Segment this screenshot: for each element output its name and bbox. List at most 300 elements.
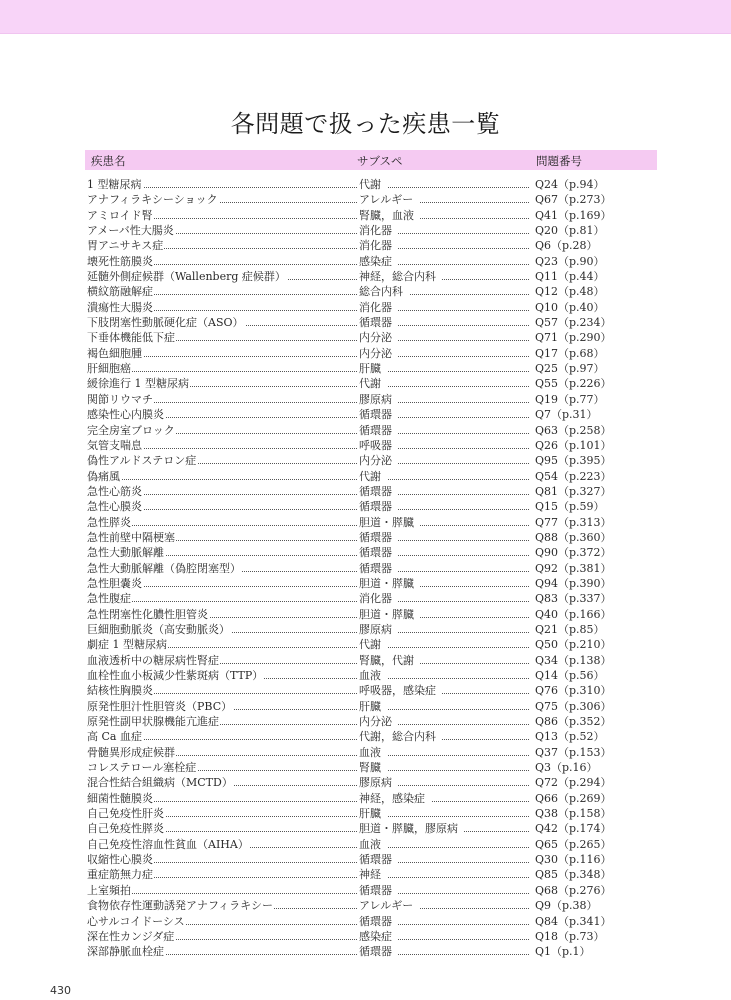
subspecialty: 内分泌 (359, 347, 398, 360)
subspecialty: 循環器 (359, 945, 398, 958)
question-reference: Q65（p.265） (535, 837, 612, 851)
subspecialty-cell (359, 238, 531, 253)
subspecialty: 感染症 (359, 255, 398, 268)
subspecialty: 血液 (359, 669, 387, 682)
subspecialty-cell (359, 515, 531, 530)
subspecialty-cell (359, 914, 531, 929)
table-row (87, 760, 647, 775)
disease-name-cell (87, 898, 359, 913)
table-row (87, 591, 647, 606)
subspecialty-cell (359, 729, 531, 744)
subspecialty-cell (359, 852, 531, 867)
subspecialty-cell (359, 867, 531, 882)
question-reference: Q37（p.153） (535, 745, 612, 759)
disease-name: コレステロール塞栓症 (87, 761, 197, 775)
table-row (87, 914, 647, 929)
disease-name-cell (87, 499, 359, 514)
disease-name-cell (87, 315, 359, 330)
disease-name-cell (87, 714, 359, 729)
subspecialty-cell (359, 453, 531, 468)
disease-name-cell (87, 668, 359, 683)
disease-name: 自己免疫性溶血性貧血（AIHA） (87, 837, 249, 851)
subspecialty-cell (359, 376, 531, 391)
disease-name: 感染性心内膜炎 (87, 408, 164, 422)
disease-name-cell (87, 361, 359, 376)
subspecialty: 血液 (359, 838, 387, 851)
subspecialty: 循環器 (359, 562, 398, 575)
subspecialty-cell (359, 330, 531, 345)
table-row (87, 637, 647, 652)
subspecialty: 腎臓 (359, 761, 387, 774)
table-row (87, 499, 647, 514)
subspecialty-cell (359, 821, 531, 836)
subspecialty-cell (359, 208, 531, 223)
subspecialty: 胆道・膵臓，膠原病 (359, 822, 464, 835)
disease-name: 食物依存性運動誘発アナフィラキシー (87, 899, 274, 913)
table-row (87, 269, 647, 284)
question-reference: Q77（p.313） (535, 515, 612, 529)
disease-name-cell (87, 806, 359, 821)
subspecialty-cell (359, 561, 531, 576)
question-reference: Q21（p.85） (535, 622, 605, 636)
question-reference: Q34（p.138） (535, 653, 612, 667)
question-reference: Q7（p.31） (535, 408, 598, 422)
disease-name-cell (87, 683, 359, 698)
table-row (87, 423, 647, 438)
question-reference: Q26（p.101） (535, 438, 612, 452)
subspecialty-cell (359, 622, 531, 637)
subspecialty: 総合内科 (359, 285, 409, 298)
table-row (87, 837, 647, 852)
page-number: 430 (50, 984, 71, 997)
disease-name-cell (87, 469, 359, 484)
table-row (87, 745, 647, 760)
disease-name-cell (87, 914, 359, 929)
subspecialty-cell (359, 745, 531, 760)
disease-name-cell (87, 883, 359, 898)
disease-name-cell (87, 330, 359, 345)
question-reference: Q11（p.44） (535, 270, 605, 284)
disease-name-cell (87, 346, 359, 361)
table-row (87, 361, 647, 376)
subspecialty: 感染症 (359, 930, 398, 943)
subspecialty-cell (359, 499, 531, 514)
subspecialty: アレルギー (359, 899, 419, 912)
question-reference: Q94（p.390） (535, 576, 612, 590)
disease-list (87, 177, 647, 960)
subspecialty: 循環器 (359, 884, 398, 897)
question-reference: Q57（p.234） (535, 316, 612, 330)
question-reference: Q76（p.310） (535, 684, 612, 698)
table-row (87, 561, 647, 576)
subspecialty-cell (359, 791, 531, 806)
subspecialty-cell (359, 315, 531, 330)
disease-name-cell (87, 591, 359, 606)
question-reference: Q63（p.258） (535, 423, 612, 437)
subspecialty: 膠原病 (359, 776, 398, 789)
disease-name-cell (87, 745, 359, 760)
column-header-subspecialty: サブスペ (357, 154, 403, 168)
subspecialty-cell (359, 576, 531, 591)
subspecialty: 内分泌 (359, 331, 398, 344)
disease-name-cell (87, 438, 359, 453)
subspecialty: 循環器 (359, 485, 398, 498)
subspecialty-cell (359, 392, 531, 407)
disease-name: 気管支喘息 (87, 438, 142, 452)
subspecialty-cell (359, 469, 531, 484)
disease-name: 急性心膜炎 (87, 500, 142, 514)
table-row (87, 484, 647, 499)
disease-name: 1 型糖尿病 (87, 178, 142, 191)
subspecialty-cell (359, 223, 531, 238)
subspecialty: 循環器 (359, 424, 398, 437)
subspecialty-cell (359, 944, 531, 959)
disease-name: 劇症 1 型糖尿病 (87, 638, 167, 652)
table-row (87, 944, 647, 959)
subspecialty-cell (359, 346, 531, 361)
disease-name: 褐色細胞腫 (87, 346, 142, 360)
disease-name: 急性胆嚢炎 (87, 576, 142, 590)
table-row (87, 545, 647, 560)
question-reference: Q15（p.59） (535, 500, 605, 514)
disease-name: 延髄外側症候群（Wallenberg 症候群） (87, 270, 286, 284)
disease-name-cell (87, 423, 359, 438)
disease-name: 急性心筋炎 (87, 484, 142, 498)
subspecialty: 肝臓 (359, 362, 387, 375)
table-row (87, 515, 647, 530)
disease-name-cell (87, 407, 359, 422)
subspecialty-cell (359, 361, 531, 376)
table-row (87, 775, 647, 790)
question-reference: Q14（p.56） (535, 669, 605, 682)
table-row (87, 315, 647, 330)
table-row (87, 729, 647, 744)
question-reference: Q25（p.97） (535, 362, 605, 376)
table-row (87, 699, 647, 714)
subspecialty: 代謝 (359, 638, 387, 651)
question-reference: Q66（p.269） (535, 791, 612, 805)
disease-name-cell (87, 254, 359, 269)
question-reference: Q30（p.116） (535, 853, 612, 867)
disease-name: 急性閉塞性化膿性胆管炎 (87, 607, 208, 621)
table-row (87, 683, 647, 698)
disease-name: 骨髄異形成症候群 (87, 745, 175, 759)
table-row (87, 791, 647, 806)
subspecialty: 膠原病 (359, 393, 398, 406)
subspecialty: 代謝 (359, 470, 387, 483)
disease-name-cell (87, 238, 359, 253)
table-row (87, 453, 647, 468)
subspecialty-cell (359, 300, 531, 315)
disease-name-cell (87, 821, 359, 836)
table-row (87, 714, 647, 729)
disease-name: 急性大動脈解離（偽腔閉塞型） (87, 561, 241, 575)
question-reference: Q40（p.166） (535, 607, 612, 621)
subspecialty: 血液 (359, 746, 387, 759)
disease-name-cell (87, 545, 359, 560)
column-header-disease-name: 疾患名 (91, 154, 126, 168)
disease-name: 下垂体機能低下症 (87, 331, 175, 345)
question-reference: Q42（p.174） (535, 822, 612, 836)
question-reference: Q19（p.77） (535, 392, 605, 406)
subspecialty: 神経，総合内科 (359, 270, 442, 283)
subspecialty: 胆道・膵臓 (359, 608, 420, 621)
subspecialty-cell (359, 806, 531, 821)
table-row (87, 852, 647, 867)
question-reference: Q18（p.73） (535, 929, 605, 943)
table-row (87, 376, 647, 391)
disease-name: 細菌性髄膜炎 (87, 791, 153, 805)
subspecialty: 腎臓，血液 (359, 209, 420, 222)
table-row (87, 177, 647, 192)
disease-name: 横紋筋融解症 (87, 285, 153, 299)
table-row (87, 576, 647, 591)
disease-name: アミロイド腎 (87, 208, 153, 222)
subspecialty: 内分泌 (359, 454, 398, 467)
question-reference: Q41（p.169） (535, 208, 612, 222)
table-row (87, 407, 647, 422)
disease-name: 原発性胆汁性胆管炎（PBC） (87, 699, 233, 713)
disease-name-cell (87, 607, 359, 622)
disease-name-cell (87, 576, 359, 591)
subspecialty-cell (359, 637, 531, 652)
subspecialty: 腎臓，代謝 (359, 654, 420, 667)
disease-name-cell (87, 192, 359, 207)
subspecialty: 循環器 (359, 853, 398, 866)
table-row (87, 898, 647, 913)
disease-name-cell (87, 530, 359, 545)
column-header-question-number: 問題番号 (536, 154, 582, 168)
subspecialty: 内分泌 (359, 715, 398, 728)
table-row (87, 438, 647, 453)
question-reference: Q75（p.306） (535, 699, 612, 713)
question-reference: Q17（p.68） (535, 346, 605, 360)
subspecialty-cell (359, 699, 531, 714)
question-reference: Q81（p.327） (535, 484, 612, 498)
question-reference: Q85（p.348） (535, 868, 612, 882)
question-reference: Q83（p.337） (535, 592, 612, 606)
disease-name-cell (87, 376, 359, 391)
subspecialty-cell (359, 607, 531, 622)
disease-name: 緩徐進行 1 型糖尿病 (87, 377, 189, 391)
table-row (87, 821, 647, 836)
disease-name: 下肢閉塞性動脈硬化症（ASO） (87, 316, 244, 330)
subspecialty: 胆道・膵臓 (359, 577, 420, 590)
subspecialty-cell (359, 438, 531, 453)
subspecialty-cell (359, 545, 531, 560)
subspecialty-cell (359, 929, 531, 944)
table-row (87, 469, 647, 484)
subspecialty: 消化器 (359, 301, 398, 314)
table-row (87, 883, 647, 898)
disease-name: 血液透析中の糖尿病性腎症 (87, 653, 219, 667)
subspecialty: 神経，感染症 (359, 792, 431, 805)
question-reference: Q84（p.341） (535, 914, 612, 928)
disease-name-cell (87, 269, 359, 284)
table-row (87, 284, 647, 299)
disease-name-cell (87, 653, 359, 668)
table-row (87, 300, 647, 315)
subspecialty-cell (359, 683, 531, 698)
subspecialty-cell (359, 714, 531, 729)
subspecialty: 循環器 (359, 500, 398, 513)
question-reference: Q24（p.94） (535, 178, 605, 191)
subspecialty: 神経 (359, 868, 387, 881)
disease-name-cell (87, 208, 359, 223)
disease-name: 重症筋無力症 (87, 868, 153, 882)
table-row (87, 867, 647, 882)
disease-name-cell (87, 622, 359, 637)
subspecialty-cell (359, 775, 531, 790)
subspecialty-cell (359, 760, 531, 775)
subspecialty-cell (359, 883, 531, 898)
disease-name: 巨細胞動脈炎（高安動脈炎） (87, 622, 230, 636)
disease-name-cell (87, 177, 359, 192)
question-reference: Q13（p.52） (535, 730, 605, 744)
disease-name: 急性前壁中隔梗塞 (87, 530, 175, 544)
table-row (87, 806, 647, 821)
subspecialty-cell (359, 177, 531, 192)
table-row (87, 530, 647, 545)
disease-name-cell (87, 561, 359, 576)
disease-name: アメーバ性大腸炎 (87, 224, 174, 238)
disease-name: 自己免疫性肝炎 (87, 807, 164, 821)
disease-name-cell (87, 791, 359, 806)
question-reference: Q20（p.81） (535, 224, 605, 238)
disease-name: 心サルコイドーシス (87, 914, 185, 928)
subspecialty: 循環器 (359, 316, 398, 329)
table-row (87, 238, 647, 253)
top-color-band (0, 0, 731, 34)
subspecialty: 循環器 (359, 408, 398, 421)
subspecialty-cell (359, 530, 531, 545)
disease-name: 深部静脈血栓症 (87, 945, 164, 959)
table-row (87, 392, 647, 407)
disease-name: 偽性アルドステロン症 (87, 454, 197, 468)
question-reference: Q71（p.290） (535, 331, 612, 345)
subspecialty-cell (359, 269, 531, 284)
subspecialty-cell (359, 898, 531, 913)
disease-name: 関節リウマチ (87, 392, 153, 406)
question-reference: Q10（p.40） (535, 300, 605, 314)
subspecialty: 消化器 (359, 592, 398, 605)
question-reference: Q67（p.273） (535, 193, 612, 207)
table-header (85, 150, 657, 170)
subspecialty-cell (359, 423, 531, 438)
question-reference: Q55（p.226） (535, 377, 612, 391)
table-row (87, 929, 647, 944)
subspecialty: 代謝 (359, 178, 387, 191)
disease-name-cell (87, 929, 359, 944)
question-reference: Q54（p.223） (535, 469, 612, 483)
disease-name-cell (87, 944, 359, 959)
subspecialty-cell (359, 591, 531, 606)
disease-name: 深在性カンジダ症 (87, 929, 175, 943)
subspecialty-cell (359, 653, 531, 668)
table-row (87, 254, 647, 269)
disease-name: 自己免疫性膵炎 (87, 822, 164, 836)
question-reference: Q88（p.360） (535, 530, 612, 544)
question-reference: Q95（p.395） (535, 454, 612, 468)
disease-name: 収縮性心膜炎 (87, 853, 153, 867)
disease-name: 偽痛風 (87, 469, 120, 483)
question-reference: Q23（p.90） (535, 254, 605, 268)
question-reference: Q1（p.1） (535, 945, 591, 959)
subspecialty: アレルギー (359, 193, 419, 206)
disease-name-cell (87, 775, 359, 790)
disease-name: 胃アニサキス症 (87, 239, 164, 253)
disease-name-cell (87, 223, 359, 238)
disease-name: アナフィラキシーショック (87, 193, 218, 207)
subspecialty: 代謝，総合内科 (359, 730, 442, 743)
disease-name-cell (87, 699, 359, 714)
table-row (87, 223, 647, 238)
disease-name-cell (87, 453, 359, 468)
disease-name-cell (87, 837, 359, 852)
disease-name-cell (87, 852, 359, 867)
subspecialty: 膠原病 (359, 623, 398, 636)
disease-name: 肝細胞癌 (87, 362, 131, 376)
disease-name: 結核性胸膜炎 (87, 684, 153, 698)
disease-name: 壊死性筋膜炎 (87, 254, 153, 268)
subspecialty-cell (359, 668, 531, 683)
table-row (87, 622, 647, 637)
disease-name: 急性大動脈解離 (87, 546, 164, 560)
table-row (87, 668, 647, 683)
subspecialty-cell (359, 837, 531, 852)
table-row (87, 346, 647, 361)
question-reference: Q12（p.48） (535, 285, 605, 299)
question-reference: Q3（p.16） (535, 761, 598, 775)
subspecialty: 循環器 (359, 915, 398, 928)
question-reference: Q68（p.276） (535, 883, 612, 897)
disease-name-cell (87, 729, 359, 744)
table-row (87, 653, 647, 668)
disease-name-cell (87, 284, 359, 299)
question-reference: Q72（p.294） (535, 776, 612, 790)
subspecialty: 呼吸器，感染症 (359, 684, 442, 697)
subspecialty: 循環器 (359, 546, 398, 559)
disease-name: 混合性結合組織病（MCTD） (87, 776, 233, 790)
disease-name-cell (87, 760, 359, 775)
disease-name-cell (87, 867, 359, 882)
disease-name: 原発性副甲状腺機能亢進症 (87, 715, 219, 729)
subspecialty: 肝臓 (359, 807, 387, 820)
disease-name-cell (87, 515, 359, 530)
disease-name: 潰瘍性大腸炎 (87, 300, 153, 314)
subspecialty: 胆道・膵臓 (359, 516, 420, 529)
question-reference: Q6（p.28） (535, 239, 598, 253)
disease-name: 上室頻拍 (87, 883, 131, 897)
disease-name-cell (87, 484, 359, 499)
question-reference: Q9（p.38） (535, 899, 598, 913)
disease-name-cell (87, 300, 359, 315)
subspecialty-cell (359, 484, 531, 499)
subspecialty: 肝臓 (359, 700, 387, 713)
table-row (87, 192, 647, 207)
table-row (87, 208, 647, 223)
subspecialty-cell (359, 254, 531, 269)
subspecialty: 循環器 (359, 531, 398, 544)
subspecialty: 代謝 (359, 377, 387, 390)
subspecialty: 消化器 (359, 239, 398, 252)
question-reference: Q90（p.372） (535, 546, 612, 560)
disease-name: 急性膵炎 (87, 515, 131, 529)
disease-name: 完全房室ブロック (87, 423, 175, 437)
table-row (87, 330, 647, 345)
disease-name: 高 Ca 血症 (87, 730, 142, 744)
disease-name-cell (87, 637, 359, 652)
